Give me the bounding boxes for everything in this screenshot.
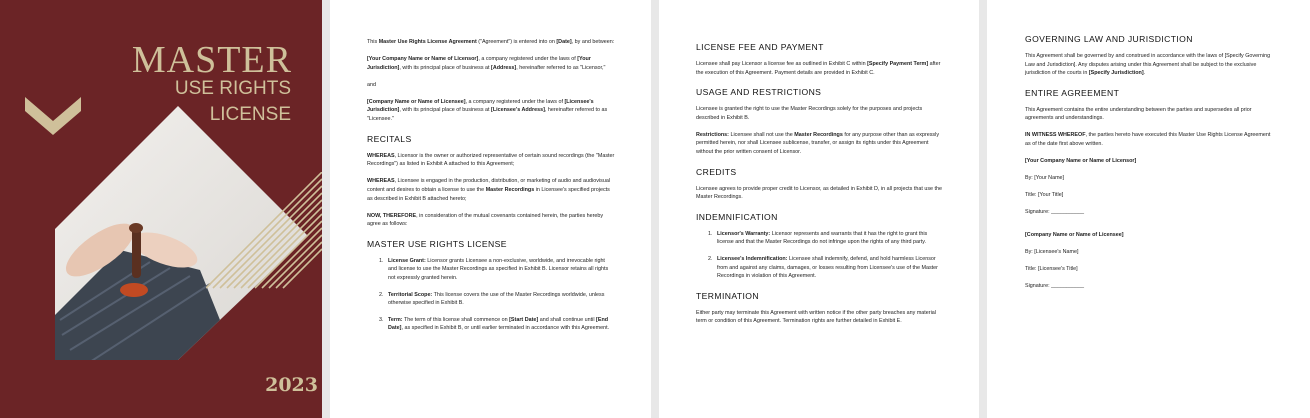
fee-heading: LICENSE FEE AND PAYMENT <box>696 42 824 52</box>
usage-paragraph: Licensee is granted the right to use the Master Recordings solely for the purposes and projects described in Exhibit B. <box>696 106 923 121</box>
usage-heading: USAGE AND RESTRICTIONS <box>696 87 822 98</box>
list-item: 2. Territorial Scope: This license covers the use of the Master Recordings worldwide, unless otherwise specified in Exhibit B. <box>385 291 615 308</box>
termination-heading: TERMINATION <box>696 290 759 301</box>
cover-title: MASTER <box>131 39 292 81</box>
law-heading: GOVERNING LAW AND JURISDICTION <box>1025 34 1193 44</box>
page-3 <box>659 0 979 418</box>
indemnification-heading: INDEMNIFICATION <box>696 211 778 222</box>
list-item: 3. Term: The term of this license shall commence on [Start Date] and shall continue until [End Date], as specified in Exhibit B, or until earlier terminated in accordance with this Agreement. <box>385 316 615 333</box>
indemnification-list <box>696 230 943 281</box>
cover-page <box>0 0 322 418</box>
intro-paragraph: This Master Use Rights License Agreement ("Agreement") is entered into on [Date], by and between: <box>367 39 615 45</box>
licensee-paragraph: [Company Name or Name of Licensee], a company registered under the laws of [Licensee's Jurisdiction], with its principal place of business at [Licensee's Address], hereinafter referred to as "Licensee." <box>367 98 608 123</box>
license-heading: MASTER USE RIGHTS LICENSE <box>367 238 507 249</box>
cover-subtitle-line1: USE RIGHTS <box>174 78 291 99</box>
list-item: 1. Licensor's Warranty: Licensor represents and warrants that it has the right to grant this license and that the Master Recordings do not infringe upon the rights of any third party. <box>714 230 943 247</box>
licensee-by: By: [Licensee's Name] <box>1025 249 1079 256</box>
entire-agreement-paragraph: This Agreement contains the entire understanding between the parties and supersedes all prior agreements and understandings. <box>1025 106 1252 122</box>
page-4 <box>987 0 1310 418</box>
restrictions-paragraph: Restrictions: Licensee shall not use the Master Recordings for any purpose other than as expressly permitted herein, nor shall Licensee sublicense, transfer, or assign its rights under this Agreement without the prior written consent of Licensor. <box>696 131 940 156</box>
recitals-heading: RECITALS <box>367 133 412 144</box>
fee-paragraph: Licensee shall pay Licensor a license fee as outlined in Exhibit C within [Specify Payment Term] after the execution of this Agreement. Payment details are provided in Exhibit C. <box>696 61 941 76</box>
chevron-down-icon <box>25 97 81 137</box>
list-item: 2. Licensee's Indemnification: Licensee shall indemnify, defend, and hold harmless Licensor from and against any claims, damages, or losses resulting from Licensee's use of the Master Recordings in violation of this Agreement. <box>714 255 943 281</box>
and-paragraph: and <box>367 81 376 88</box>
credits-paragraph: Licensee agrees to provide proper credit to Licensor, as detailed in Exhibit D, in all projects that use the Master Recordings. <box>696 185 943 201</box>
law-paragraph: This Agreement shall be governed by and construed in accordance with the laws of [Specify Governing Law and Jurisdiction]. Any disputes arising under this Agreement shall be subject to the exclusive jurisdiction of the courts in [Specify Jurisdiction]. <box>1025 53 1271 77</box>
entire-agreement-heading: ENTIRE AGREEMENT <box>1025 87 1120 98</box>
cover-subtitle-line2: LICENSE <box>209 104 291 125</box>
licensor-by: By: [Your Name] <box>1025 175 1065 182</box>
whereas-2: WHEREAS, Licensee is engaged in the production, distribution, or marketing of audio and audiovisual content and desires to obtain a license to use the Master Recordings in Licensee's specified projects as described in Exhibit B attached hereto; <box>367 178 611 202</box>
credits-heading: CREDITS <box>696 166 737 177</box>
whereas-1: WHEREAS, Licensor is the owner or authorized representative of certain sound recordings (the "Master Recordings") as listed in Exhibit A attached to this Agreement; <box>367 152 615 168</box>
therefore-paragraph: NOW, THEREFORE, in consideration of the mutual covenants contained herein, the parties hereby agree as follows: <box>367 212 604 228</box>
license-list <box>367 257 615 333</box>
page-2 <box>330 0 651 418</box>
licensee-signature-name: [Company Name or Name of Licensee] <box>1025 232 1124 239</box>
cover-year: 2023 <box>265 374 318 396</box>
licensor-signature-line: Signature: ___________ <box>1025 209 1085 216</box>
licensor-paragraph: [Your Company Name or Name of Licensor], a company registered under the laws of [Your Jurisdiction], with its principal place of business at [Address], hereinafter referred to as "Licensor," <box>367 56 606 71</box>
list-item: 1. License Grant: Licensor grants Licensee a non-exclusive, worldwide, and irrevocable right and license to use the Master Recordings as specified in Exhibit B. Licensor retains all rights not expressly granted herein. <box>385 257 615 283</box>
licensee-signature-line: Signature: ___________ <box>1025 283 1085 290</box>
licensee-title: Title: [Licensee's Title] <box>1025 266 1078 273</box>
stripes-decoration <box>206 172 322 292</box>
licensor-signature-name: [Your Company Name or Name of Licensor] <box>1025 158 1137 165</box>
licensor-title: Title: [Your Title] <box>1025 192 1064 199</box>
witness-paragraph: IN WITNESS WHEREOF, the parties hereto have executed this Master Use Rights License Agreement as of the date first above written. <box>1025 132 1271 148</box>
termination-paragraph: Either party may terminate this Agreement with written notice if the other party breaches any material term or condition of this Agreement. Termination rights are further detailed in Exhibit E. <box>696 309 936 325</box>
